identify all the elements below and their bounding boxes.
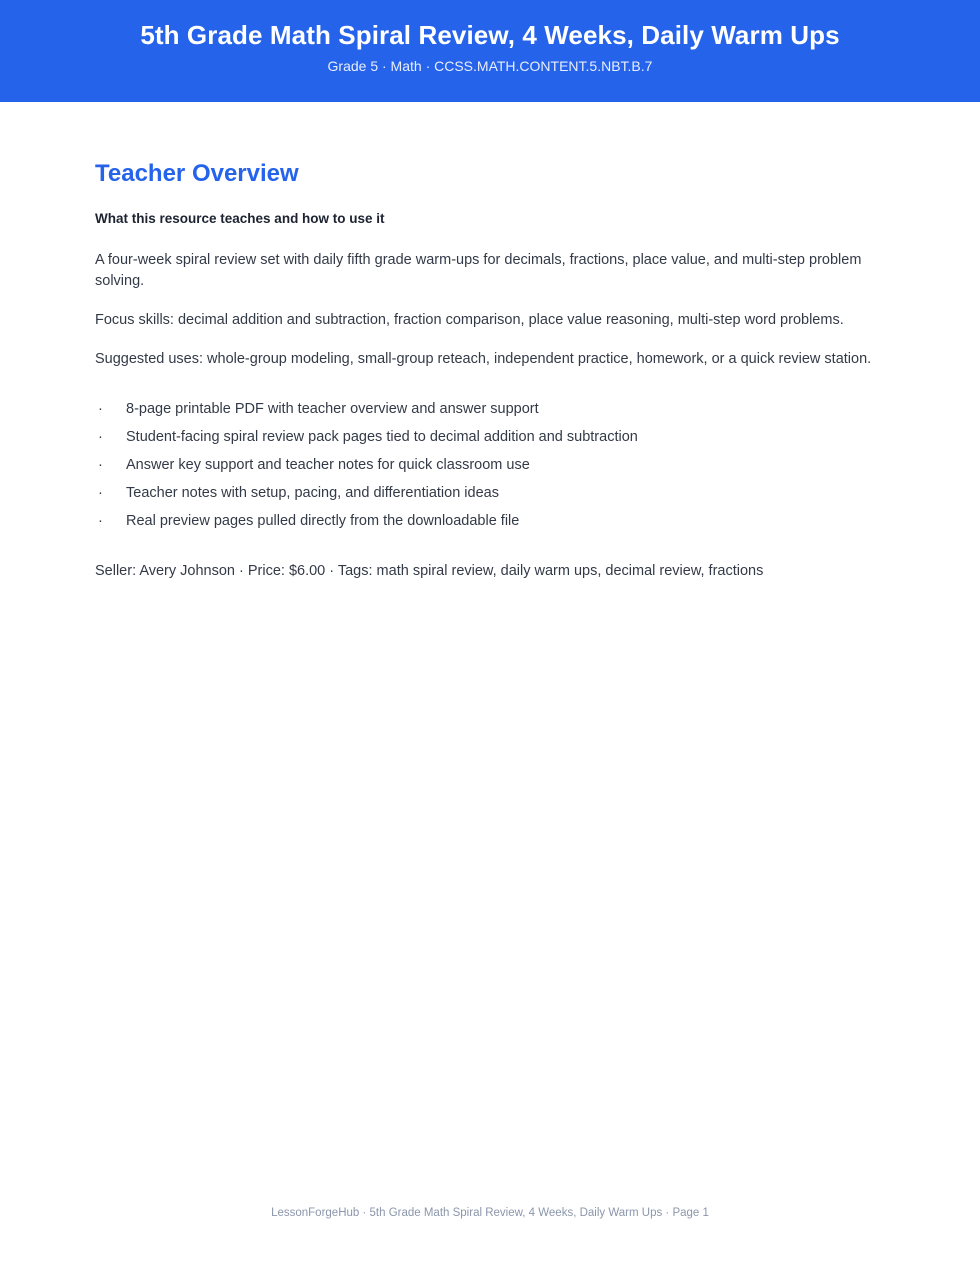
- overview-paragraph-3: Suggested uses: whole-group modeling, small-group reteach, independent practice, homework, or a quick review station.: [95, 351, 872, 367]
- list-item-label: Answer key support and teacher notes for quick classroom use: [126, 457, 530, 473]
- list-item-label: 8-page printable PDF with teacher overview and answer support: [126, 401, 539, 417]
- list-item-label: Teacher notes with setup, pacing, and differentiation ideas: [126, 485, 499, 501]
- page-footer: [0, 1205, 980, 1268]
- page-header-band: [0, 0, 980, 102]
- seller-price-tags-line: Seller: Avery Johnson · Price: $6.00 · Tags: math spiral review, daily warm ups, decimal review, fractions: [95, 563, 764, 579]
- footer-text: LessonForgeHub · 5th Grade Math Spiral Review, 4 Weeks, Daily Warm Ups · Page 1: [271, 1207, 709, 1219]
- overview-paragraph-2: Focus skills: decimal addition and subtraction, fraction comparison, place value reasoning, multi-step word problems.: [95, 312, 844, 328]
- bullet-icon: ·: [98, 457, 103, 473]
- list-item: [95, 400, 885, 419]
- feature-bullet-list: [95, 400, 885, 531]
- list-item: [95, 512, 885, 531]
- section-subheading: What this resource teaches and how to use it: [95, 211, 385, 226]
- document-subtitle: Grade 5 · Math · CCSS.MATH.CONTENT.5.NBT.B.7: [327, 58, 653, 74]
- section-heading-teacher-overview: Teacher Overview: [95, 160, 299, 187]
- list-item-label: Student-facing spiral review pack pages tied to decimal addition and subtraction: [126, 429, 638, 445]
- document-title: 5th Grade Math Spiral Review, 4 Weeks, Daily Warm Ups: [140, 20, 840, 50]
- bullet-icon: ·: [98, 513, 103, 529]
- list-item: [95, 484, 885, 503]
- bullet-icon: ·: [98, 401, 103, 417]
- list-item: [95, 428, 885, 447]
- document-content: [0, 102, 980, 1205]
- overview-paragraph-1: A four-week spiral review set with daily fifth grade warm-ups for decimals, fractions, place value, and multi-step problem solving.: [95, 252, 862, 289]
- bullet-icon: ·: [98, 485, 103, 501]
- list-item-label: Real preview pages pulled directly from the downloadable file: [126, 513, 520, 529]
- bullet-icon: ·: [98, 429, 103, 445]
- list-item: [95, 456, 885, 475]
